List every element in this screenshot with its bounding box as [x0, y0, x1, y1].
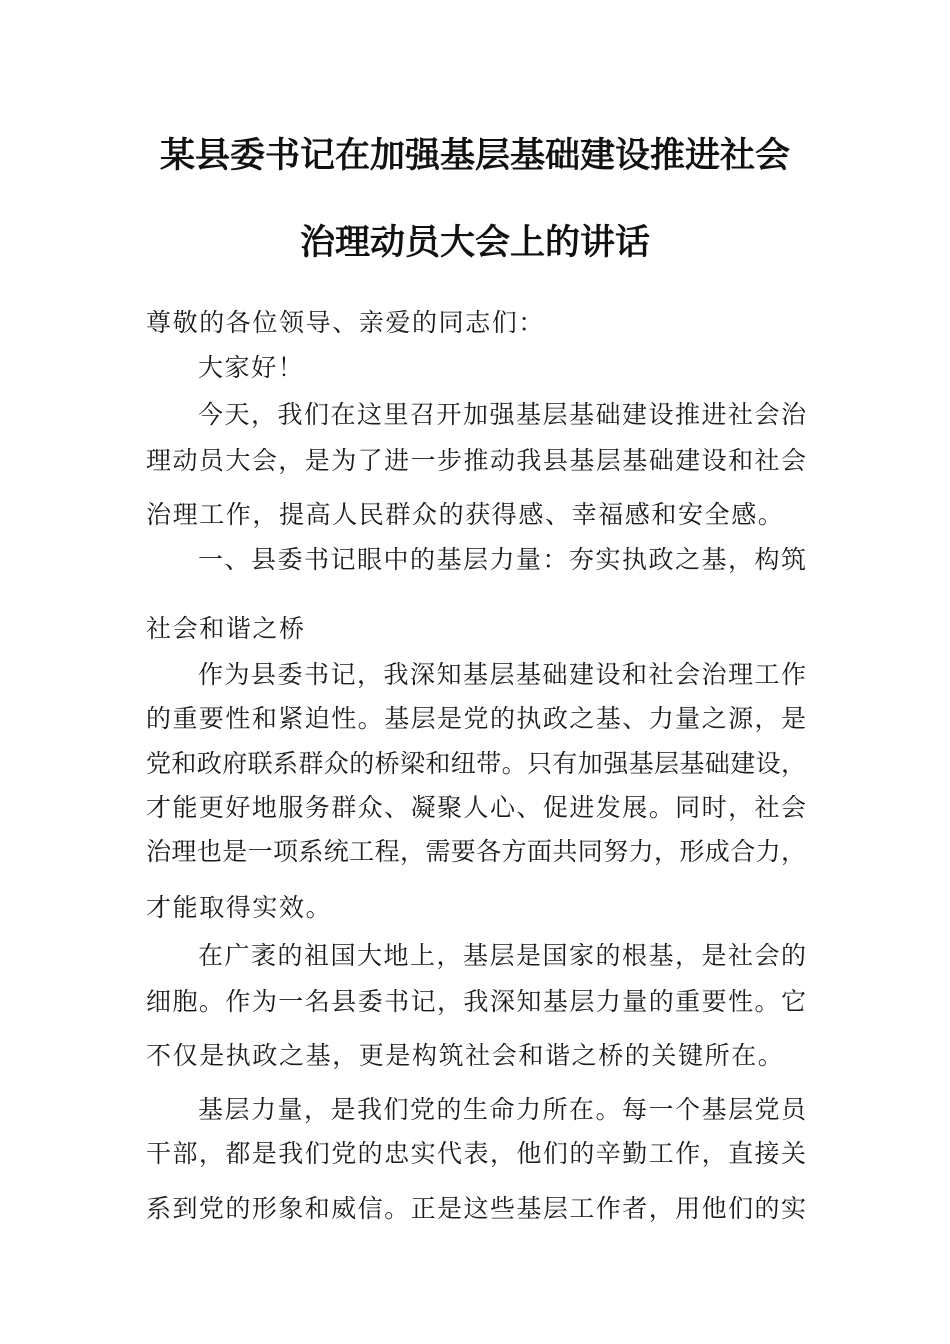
paragraph-line: 作为县委书记，我深知基层基础建设和社会治理工作	[198, 660, 806, 689]
paragraph-line: 党和政府联系群众的桥梁和纽带。只有加强基层基础建设，	[146, 749, 806, 778]
paragraph-line: 不仅是执政之基，更是构筑社会和谐之桥的关键所在。	[146, 1041, 785, 1070]
salutation: 尊敬的各位领导、亲爱的同志们：	[146, 308, 546, 337]
paragraph-line: 理动员大会，是为了进一步推动我县基层基础建设和社会	[146, 446, 806, 475]
paragraph-line: 系到党的形象和威信。正是这些基层工作者，用他们的实	[146, 1194, 806, 1223]
section-heading-line: 社会和谐之桥	[146, 614, 306, 643]
paragraph-line: 的重要性和紧迫性。基层是党的执政之基、力量之源，是	[146, 704, 806, 733]
paragraph-line: 治理也是一项系统工程，需要各方面共同努力，形成合力，	[146, 837, 806, 866]
greeting: 大家好！	[198, 353, 305, 382]
paragraph-line: 治理工作，提高人民群众的获得感、幸福感和安全感。	[146, 500, 785, 529]
document-title-line-1: 某县委书记在加强基层基础建设推进社会	[159, 136, 790, 176]
section-heading-line: 一、县委书记眼中的基层力量：夯实执政之基，构筑	[198, 545, 806, 574]
paragraph-line: 干部，都是我们党的忠实代表，他们的辛勤工作，直接关	[146, 1139, 806, 1168]
paragraph-line: 在广袤的祖国大地上，基层是国家的根基，是社会的	[198, 941, 806, 970]
paragraph-line: 才能取得实效。	[146, 893, 333, 922]
paragraph-line: 今天，我们在这里召开加强基层基础建设推进社会治	[198, 400, 806, 429]
paragraph-line: 基层力量，是我们党的生命力所在。每一个基层党员	[198, 1095, 806, 1124]
paragraph-line: 才能更好地服务群众、凝聚人心、促进发展。同时，社会	[146, 793, 806, 822]
document-title-line-2: 治理动员大会上的讲话	[299, 223, 650, 263]
paragraph-line: 细胞。作为一名县委书记，我深知基层力量的重要性。它	[146, 987, 806, 1016]
